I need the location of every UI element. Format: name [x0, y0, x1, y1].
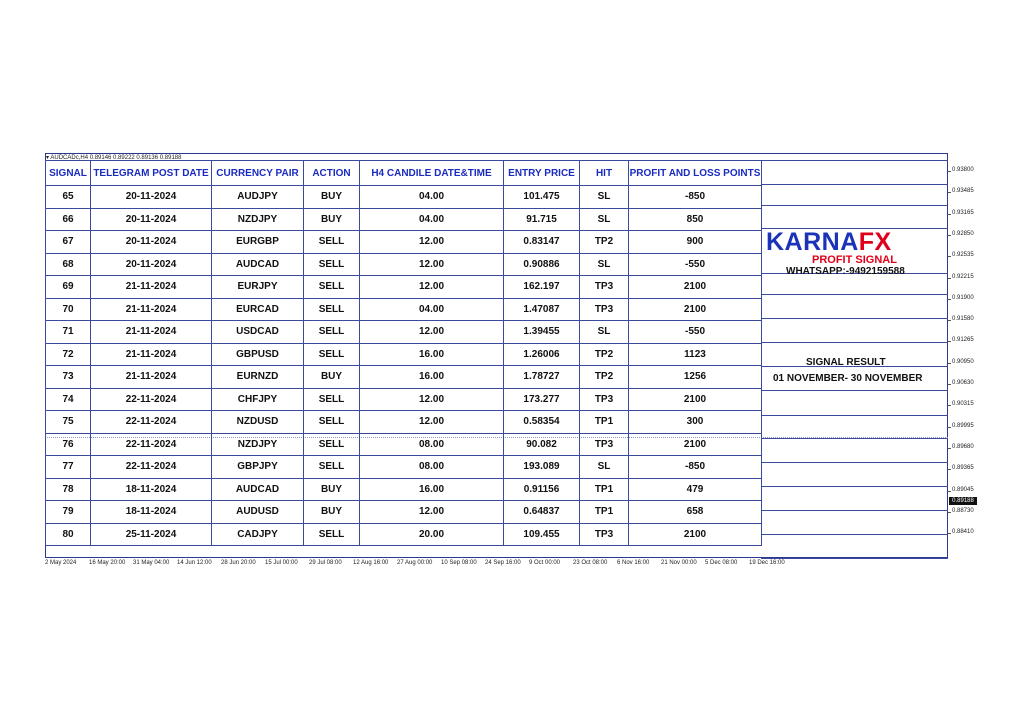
table-row — [46, 208, 762, 231]
price-label: 0.93800 — [952, 167, 974, 173]
post-date: 22-11-2024 — [91, 456, 212, 479]
table-row — [46, 523, 762, 546]
action: SELL — [304, 231, 360, 254]
currency-pair: AUDJPY — [212, 186, 304, 209]
table-row — [46, 298, 762, 321]
signal-number: 74 — [46, 388, 91, 411]
action: SELL — [304, 411, 360, 434]
price-tick — [948, 448, 951, 449]
currency-pair: EURJPY — [212, 276, 304, 299]
entry-price: 0.90886 — [504, 253, 580, 276]
hit-result: TP3 — [580, 298, 629, 321]
panel-divider — [761, 205, 948, 206]
profit-loss-points: 2100 — [629, 388, 762, 411]
table-header-row — [46, 161, 762, 186]
hit-result: SL — [580, 321, 629, 344]
post-date: 25-11-2024 — [91, 523, 212, 546]
current-price-marker: 0.89188 — [949, 497, 977, 505]
price-label: 0.91265 — [952, 337, 974, 344]
signal-number: 73 — [46, 366, 91, 389]
post-date: 20-11-2024 — [91, 186, 212, 209]
action: BUY — [304, 501, 360, 524]
entry-price: 193.089 — [504, 456, 580, 479]
entry-price: 0.58354 — [504, 411, 580, 434]
hit-result: TP3 — [580, 276, 629, 299]
hit-result: SL — [580, 456, 629, 479]
signal-number: 71 — [46, 321, 91, 344]
price-label: 0.92215 — [952, 273, 974, 280]
panel-divider — [761, 534, 948, 535]
signal-number: 72 — [46, 343, 91, 366]
dropdown-triangle-icon[interactable]: ▾ — [46, 155, 50, 161]
action: SELL — [304, 433, 360, 456]
post-date: 21-11-2024 — [91, 321, 212, 344]
price-label: 0.88730 — [952, 507, 974, 514]
profit-loss-points: -850 — [629, 186, 762, 209]
action: SELL — [304, 523, 360, 546]
action: BUY — [304, 208, 360, 231]
price-tick — [948, 278, 951, 279]
price-tick — [948, 256, 951, 257]
brand-name-part2: FX — [858, 228, 892, 256]
currency-pair: NZDUSD — [212, 411, 304, 434]
table-row — [46, 411, 762, 434]
price-label: 0.89995 — [952, 422, 974, 429]
profit-loss-points: -550 — [629, 253, 762, 276]
panel-divider — [761, 510, 948, 511]
time-label: 5 Dec 08:00 — [705, 560, 738, 566]
profit-loss-points: 2100 — [629, 433, 762, 456]
candle-time: 12.00 — [360, 231, 504, 254]
price-label: 0.88410 — [952, 529, 974, 536]
hit-result: SL — [580, 186, 629, 209]
entry-price: 1.39455 — [504, 321, 580, 344]
price-tick — [948, 512, 951, 513]
time-label: 6 Nov 16:00 — [617, 560, 650, 566]
post-date: 20-11-2024 — [91, 253, 212, 276]
time-label: 14 Jun 12:00 — [177, 560, 212, 566]
currency-pair: AUDUSD — [212, 501, 304, 524]
action: SELL — [304, 321, 360, 344]
entry-price: 1.47087 — [504, 298, 580, 321]
signal-number: 70 — [46, 298, 91, 321]
hit-result: SL — [580, 253, 629, 276]
action: BUY — [304, 186, 360, 209]
candle-time: 12.00 — [360, 253, 504, 276]
profit-loss-points: 2100 — [629, 523, 762, 546]
currency-pair: NZDJPY — [212, 208, 304, 231]
candle-time: 04.00 — [360, 208, 504, 231]
column-header: H4 CANDILE DATE&TIME — [360, 161, 504, 186]
currency-pair: CADJPY — [212, 523, 304, 546]
time-label: 19 Dec 16:00 — [749, 560, 785, 566]
brand-whatsapp: WHATSAPP:-9492159588 — [786, 266, 905, 277]
entry-price: 162.197 — [504, 276, 580, 299]
candle-time: 16.00 — [360, 478, 504, 501]
panel-divider — [761, 160, 948, 161]
post-date: 22-11-2024 — [91, 411, 212, 434]
hit-result: TP1 — [580, 411, 629, 434]
panel-divider — [761, 486, 948, 487]
candle-time: 04.00 — [360, 298, 504, 321]
entry-price: 0.83147 — [504, 231, 580, 254]
hit-result: TP3 — [580, 388, 629, 411]
hit-result: TP3 — [580, 523, 629, 546]
column-header: TELEGRAM POST DATE — [91, 161, 212, 186]
price-label: 0.92850 — [952, 230, 974, 237]
entry-price: 0.64837 — [504, 501, 580, 524]
profit-loss-points: 2100 — [629, 276, 762, 299]
signal-number: 68 — [46, 253, 91, 276]
price-label: 0.90315 — [952, 401, 974, 408]
profit-loss-points: 2100 — [629, 298, 762, 321]
candle-time: 12.00 — [360, 276, 504, 299]
profit-loss-points: 658 — [629, 501, 762, 524]
table-row — [46, 253, 762, 276]
hit-result: TP1 — [580, 501, 629, 524]
price-tick — [948, 491, 951, 492]
time-label: 16 May 20:00 — [89, 560, 126, 566]
action: SELL — [304, 298, 360, 321]
price-label: 0.90630 — [952, 380, 974, 386]
action: SELL — [304, 276, 360, 299]
action: SELL — [304, 388, 360, 411]
profit-loss-points: -850 — [629, 456, 762, 479]
entry-price: 101.475 — [504, 186, 580, 209]
signal-table — [45, 160, 762, 546]
panel-divider — [761, 558, 948, 559]
column-header: HIT — [580, 161, 629, 186]
candle-time: 04.00 — [360, 186, 504, 209]
action: SELL — [304, 343, 360, 366]
signal-number: 77 — [46, 456, 91, 479]
profit-loss-points: 850 — [629, 208, 762, 231]
result-title: SIGNAL RESULT — [806, 357, 886, 368]
table-row — [46, 186, 762, 209]
candle-time: 16.00 — [360, 343, 504, 366]
price-label: 0.91580 — [952, 316, 974, 323]
time-label: 27 Aug 00:00 — [397, 560, 433, 566]
panel-divider — [761, 184, 948, 185]
currency-pair: USDCAD — [212, 321, 304, 344]
signal-number: 78 — [46, 478, 91, 501]
candle-time: 12.00 — [360, 321, 504, 344]
hit-result: TP3 — [580, 433, 629, 456]
price-tick — [948, 427, 951, 428]
table-row — [46, 456, 762, 479]
post-date: 21-11-2024 — [91, 366, 212, 389]
profit-loss-points: 1256 — [629, 366, 762, 389]
price-tick — [948, 171, 951, 172]
post-date: 21-11-2024 — [91, 276, 212, 299]
panel-divider — [761, 462, 948, 463]
panel-divider — [761, 342, 948, 343]
column-header: PROFIT AND LOSS POINTS — [629, 161, 762, 186]
post-date: 21-11-2024 — [91, 343, 212, 366]
price-axis[interactable] — [948, 153, 1008, 563]
candle-time: 08.00 — [360, 456, 504, 479]
signal-number: 67 — [46, 231, 91, 254]
table-row — [46, 388, 762, 411]
time-label: 31 May 04:00 — [133, 560, 170, 566]
post-date: 21-11-2024 — [91, 298, 212, 321]
hit-result: SL — [580, 208, 629, 231]
hit-result: TP2 — [580, 231, 629, 254]
price-tick — [948, 405, 951, 406]
hit-result: TP2 — [580, 366, 629, 389]
table-row — [46, 276, 762, 299]
table-row — [46, 433, 762, 456]
post-date: 22-11-2024 — [91, 433, 212, 456]
price-tick — [948, 214, 951, 215]
currency-pair: AUDCAD — [212, 478, 304, 501]
column-header: ACTION — [304, 161, 360, 186]
panel-divider — [761, 438, 948, 439]
candle-time: 12.00 — [360, 411, 504, 434]
entry-price: 109.455 — [504, 523, 580, 546]
currency-pair: EURCAD — [212, 298, 304, 321]
panel-divider — [761, 415, 948, 416]
profit-loss-points: 300 — [629, 411, 762, 434]
candle-time: 16.00 — [360, 366, 504, 389]
brand-logo — [766, 228, 892, 257]
price-tick — [948, 384, 951, 385]
price-tick — [948, 341, 951, 342]
panel-divider — [761, 294, 948, 295]
price-tick — [948, 363, 951, 364]
time-label: 21 Nov 00:00 — [661, 560, 697, 566]
candle-time: 12.00 — [360, 501, 504, 524]
currency-pair: NZDJPY — [212, 433, 304, 456]
table-row — [46, 231, 762, 254]
candle-time: 20.00 — [360, 523, 504, 546]
table-row — [46, 366, 762, 389]
hit-result: TP1 — [580, 478, 629, 501]
table-row — [46, 478, 762, 501]
time-label: 10 Sep 08:00 — [441, 560, 477, 566]
price-tick — [948, 192, 951, 193]
price-tick — [948, 299, 951, 300]
action: BUY — [304, 478, 360, 501]
post-date: 22-11-2024 — [91, 388, 212, 411]
time-label: 24 Sep 16:00 — [485, 560, 521, 566]
price-tick — [948, 469, 951, 470]
table-row — [46, 343, 762, 366]
hit-result: TP2 — [580, 343, 629, 366]
signal-number: 69 — [46, 276, 91, 299]
currency-pair: EURNZD — [212, 366, 304, 389]
entry-price: 1.26006 — [504, 343, 580, 366]
time-label: 29 Jul 08:00 — [309, 560, 342, 566]
table-row — [46, 501, 762, 524]
post-date: 20-11-2024 — [91, 231, 212, 254]
time-label: 2 May 2024 — [45, 560, 77, 566]
currency-pair: GBPUSD — [212, 343, 304, 366]
column-header: SIGNAL — [46, 161, 91, 186]
entry-price: 1.78727 — [504, 366, 580, 389]
chart-ohlc-text: AUDCADc,H4 0.89146 0.89222 0.89136 0.89188 — [50, 155, 182, 161]
column-header: ENTRY PRICE — [504, 161, 580, 186]
candle-time: 12.00 — [360, 388, 504, 411]
profit-loss-points: 900 — [629, 231, 762, 254]
table-row — [46, 321, 762, 344]
price-tick — [948, 533, 951, 534]
action: SELL — [304, 456, 360, 479]
time-label: 12 Aug 16:00 — [353, 560, 389, 566]
post-date: 20-11-2024 — [91, 208, 212, 231]
panel-divider — [761, 390, 948, 391]
post-date: 18-11-2024 — [91, 478, 212, 501]
brand-name-part1: KARNA — [766, 228, 859, 256]
signal-number: 79 — [46, 501, 91, 524]
price-label: 0.89045 — [952, 486, 974, 493]
action: BUY — [304, 366, 360, 389]
price-label: 0.93485 — [952, 188, 974, 195]
profit-loss-points: 479 — [629, 478, 762, 501]
profit-loss-points: -550 — [629, 321, 762, 344]
price-tick — [948, 320, 951, 321]
entry-price: 91.715 — [504, 208, 580, 231]
time-label: 23 Oct 08:00 — [573, 560, 608, 566]
signal-number: 76 — [46, 433, 91, 456]
time-axis[interactable] — [45, 560, 948, 572]
profit-loss-points: 1123 — [629, 343, 762, 366]
entry-price: 90.082 — [504, 433, 580, 456]
candle-time: 08.00 — [360, 433, 504, 456]
signal-number: 80 — [46, 523, 91, 546]
price-label: 0.89365 — [952, 465, 974, 472]
price-label: 0.90950 — [952, 358, 974, 365]
time-label: 28 Jun 20:00 — [221, 560, 256, 566]
time-label: 15 Jul 00:00 — [265, 560, 298, 566]
panel-divider — [761, 318, 948, 319]
brand-subtitle: PROFIT SIGNAL — [812, 254, 897, 266]
result-period: 01 NOVEMBER- 30 NOVEMBER — [773, 373, 923, 384]
signal-number: 65 — [46, 186, 91, 209]
signal-number: 66 — [46, 208, 91, 231]
time-label: 9 Oct 00:00 — [529, 560, 561, 566]
currency-pair: GBPJPY — [212, 456, 304, 479]
price-label: 0.93165 — [952, 209, 974, 216]
post-date: 18-11-2024 — [91, 501, 212, 524]
price-tick — [948, 235, 951, 236]
price-label: 0.92535 — [952, 252, 974, 259]
currency-pair: CHFJPY — [212, 388, 304, 411]
action: SELL — [304, 253, 360, 276]
currency-pair: EURGBP — [212, 231, 304, 254]
entry-price: 0.91156 — [504, 478, 580, 501]
currency-pair: AUDCAD — [212, 253, 304, 276]
price-label: 0.91900 — [952, 294, 974, 301]
column-header: CURRENCY PAIR — [212, 161, 304, 186]
price-label: 0.89680 — [952, 443, 974, 450]
signal-number: 75 — [46, 411, 91, 434]
entry-price: 173.277 — [504, 388, 580, 411]
